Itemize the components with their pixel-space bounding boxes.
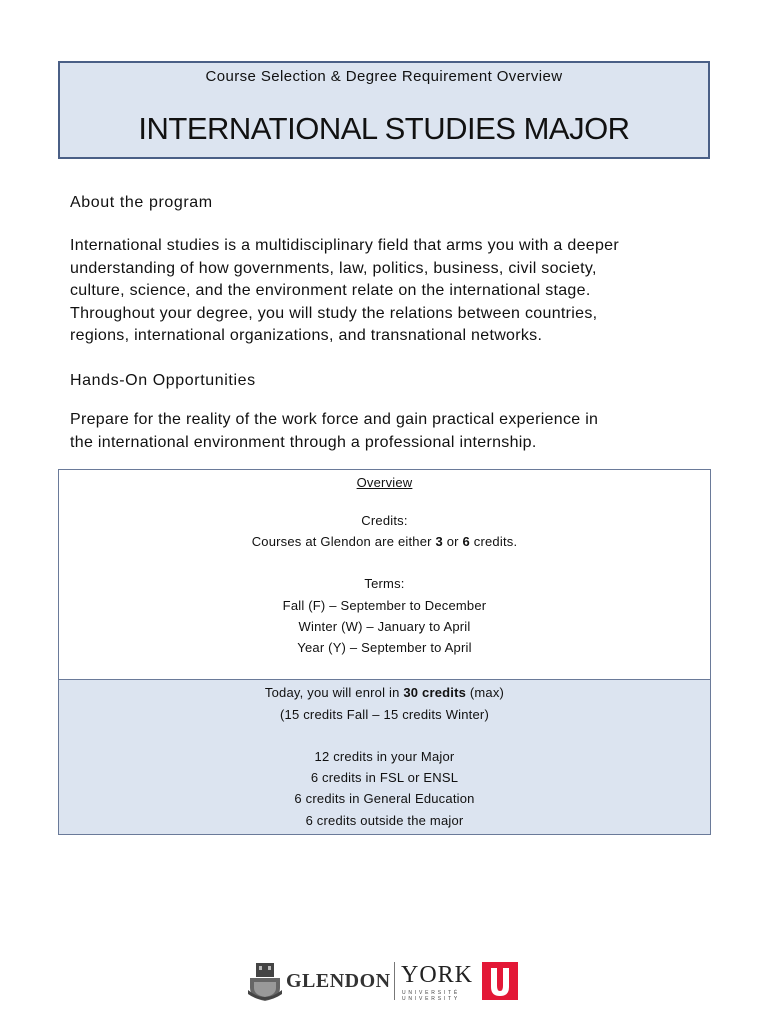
glendon-crest-icon xyxy=(246,960,284,1002)
hands-on-line: Prepare for the reality of the work force and gain practical experience in xyxy=(70,411,599,428)
overview-enrolment-section xyxy=(59,679,710,834)
about-heading: About the program xyxy=(70,194,213,211)
about-line: International studies is a multidisciplinary field that arms you with a deeper xyxy=(70,237,619,254)
terms-label: Terms: xyxy=(364,576,405,591)
hands-on-heading: Hands-On Opportunities xyxy=(70,372,256,389)
breakdown-item: 6 credits in General Education xyxy=(294,791,475,806)
overview-title: Overview xyxy=(356,475,413,490)
hands-on-paragraph xyxy=(70,409,710,454)
york-wordmark: YORK xyxy=(401,962,474,988)
hands-on-line: the international environment through a professional internship. xyxy=(70,433,537,451)
breakdown-item: 6 credits in FSL or ENSL xyxy=(310,770,459,785)
term-item: Fall (F) – September to December xyxy=(282,598,487,613)
about-line: Throughout your degree, you will study the relations between countries, xyxy=(70,304,598,322)
about-line: understanding of how governments, law, politics, business, civil society, xyxy=(70,259,597,277)
breakdown-item: 12 credits in your Major xyxy=(314,749,455,764)
credit-split: (15 credits Fall – 15 credits Winter) xyxy=(280,707,489,722)
credits-text: Courses at Glendon are either 3 or 6 credits. xyxy=(251,534,518,549)
header-box xyxy=(58,61,710,159)
overview-box xyxy=(58,469,711,835)
glendon-wordmark: GLENDON xyxy=(286,970,391,992)
about-line: culture, science, and the environment relate on the international stage. xyxy=(70,282,591,299)
overview-top-section xyxy=(59,470,710,679)
credits-label: Credits: xyxy=(361,513,408,528)
about-line: regions, international organizations, and transnational networks. xyxy=(70,327,543,344)
term-item: Year (Y) – September to April xyxy=(297,640,472,655)
footer-logos xyxy=(246,958,526,1004)
about-paragraph xyxy=(70,235,710,348)
enrol-text: Today, you will enrol in 30 credits (max) xyxy=(264,685,505,700)
header-subtitle: Course Selection & Degree Requirement Overview xyxy=(205,68,563,85)
york-u-logo-icon xyxy=(482,962,518,1000)
logo-divider xyxy=(394,962,395,1000)
page-title: INTERNATIONAL STUDIES MAJOR xyxy=(138,111,630,146)
york-subtitle: UNIVERSITÉ UNIVERSITY xyxy=(402,990,461,1002)
breakdown-item: 6 credits outside the major xyxy=(305,813,464,828)
term-item: Winter (W) – January to April xyxy=(298,619,471,634)
